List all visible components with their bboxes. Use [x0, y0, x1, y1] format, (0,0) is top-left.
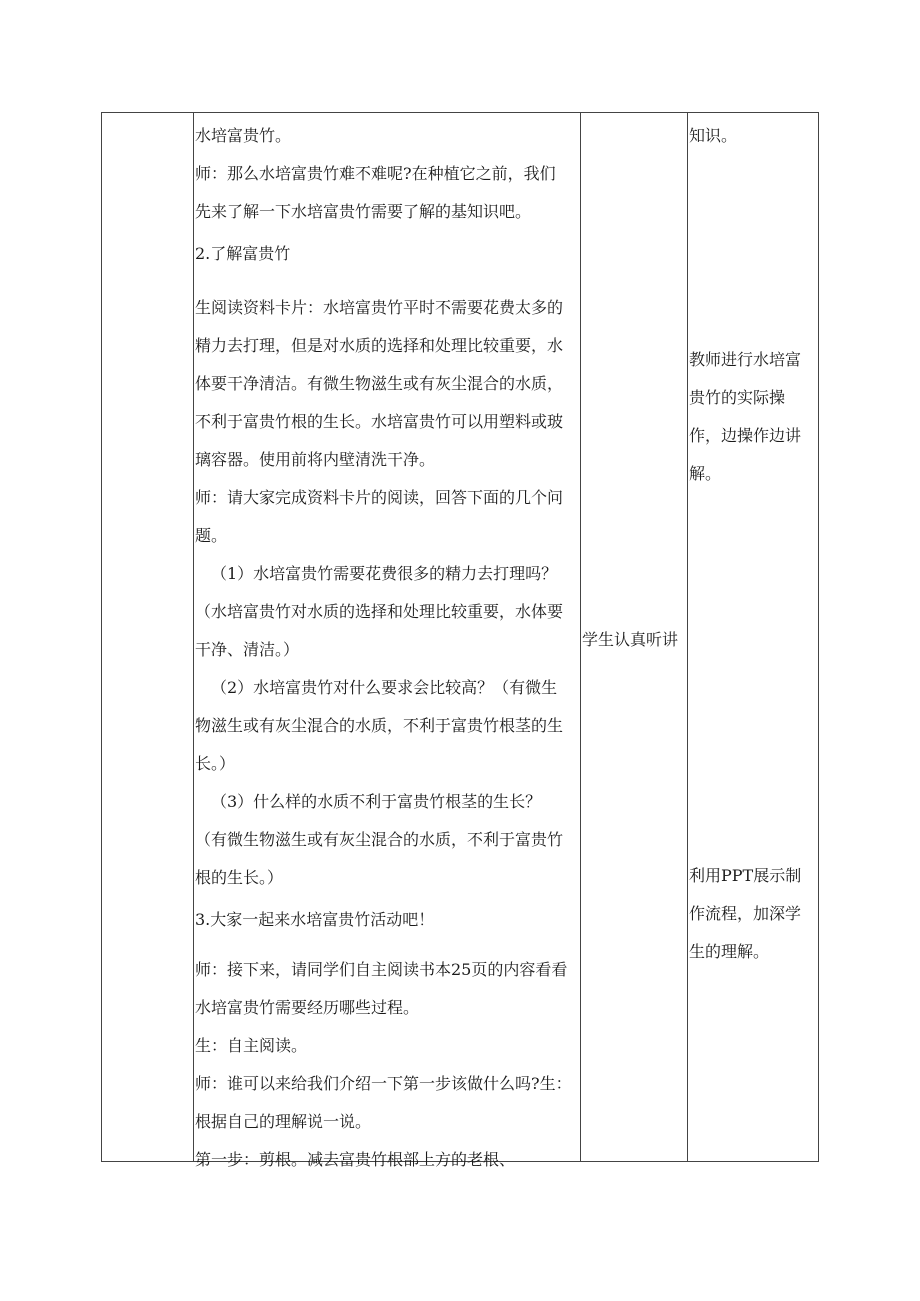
paragraph: 贵竹的实际操 [689, 388, 786, 407]
paragraph: 题。 [195, 526, 228, 545]
paragraph: 璃容器。使用前将内壁清洗干净。 [195, 450, 436, 469]
paragraph: 知识。 [689, 126, 738, 145]
paragraph: 师：请大家完成资料卡片的阅读，回答下面的几个问 [195, 488, 564, 507]
paragraph: 师：那么水培富贵竹难不难呢?在种植它之前，我们 [195, 164, 556, 183]
student-activity-cell [582, 621, 686, 659]
paragraph: 生：自主阅读。 [195, 1036, 308, 1055]
paragraph: 作流程，加深学 [689, 904, 802, 923]
paragraph: 水培富贵竹需要经历哪些过程。 [195, 998, 420, 1017]
answer-1: （水培富贵竹对水质的选择和处理比较重要，水体要 [195, 602, 564, 621]
question-3: （3）什么样的水质不利于富贵竹根茎的生长？ [211, 792, 542, 811]
paragraph: 第一步：剪根。减去富贵竹根部上方的老根、 [195, 1150, 516, 1169]
answer-1: 干净、清洁。） [195, 640, 300, 659]
answer-2: 物滋生或有灰尘混合的水质，不利于富贵竹根茎的生 [195, 716, 564, 735]
lesson-plan-table [101, 112, 819, 1169]
paragraph: 水培富贵竹。 [195, 126, 292, 145]
paragraph: 精力去打理，但是对水质的选择和处理比较重要，水 [195, 336, 564, 355]
answer-2: 长。） [195, 754, 236, 773]
paragraph: 生的理解。 [689, 942, 770, 961]
design-intent-cell [689, 113, 817, 971]
column-divider [193, 113, 194, 1161]
answer-3: 根的生长。） [195, 868, 284, 887]
paragraph: 解。 [689, 464, 722, 483]
section-heading: 3.大家一起来水培富贵竹活动吧！ [195, 910, 435, 929]
column-divider [687, 113, 688, 1161]
question-2: （2）水培富贵竹对什么要求会比较高？（有微生 [211, 678, 558, 697]
paragraph: 根据自己的理解说一说。 [195, 1112, 372, 1131]
paragraph: 体要干净清洁。有微生物滋生或有灰尘混合的水质， [195, 374, 564, 393]
question-1: （1）水培富贵竹需要花费很多的精力去打理吗？ [211, 564, 558, 583]
answer-3: （有微生物滋生或有灰尘混合的水质，不利于富贵竹 [195, 830, 564, 849]
paragraph: 教师进行水培富 [689, 350, 802, 369]
paragraph: 作，边操作边讲 [689, 426, 802, 445]
paragraph: 利用PPT展示制 [689, 866, 802, 885]
teaching-process-cell [195, 113, 579, 1179]
column-divider [580, 113, 581, 1161]
section-heading: 2.了解富贵竹 [195, 244, 291, 263]
paragraph: 不利于富贵竹根的生长。水培富贵竹可以用塑料或玻 [195, 412, 564, 431]
student-activity-text: 学生认真听讲 [582, 630, 679, 649]
paragraph: 师：谁可以来给我们介绍一下第一步该做什么吗?生： [195, 1074, 572, 1093]
paragraph: 生阅读资料卡片：水培富贵竹平时不需要花费太多的 [195, 298, 564, 317]
paragraph: 师：接下来，请同学们自主阅读书本25页的内容看看 [195, 960, 568, 979]
paragraph: 先来了解一下水培富贵竹需要了解的基知识吧。 [195, 202, 532, 221]
